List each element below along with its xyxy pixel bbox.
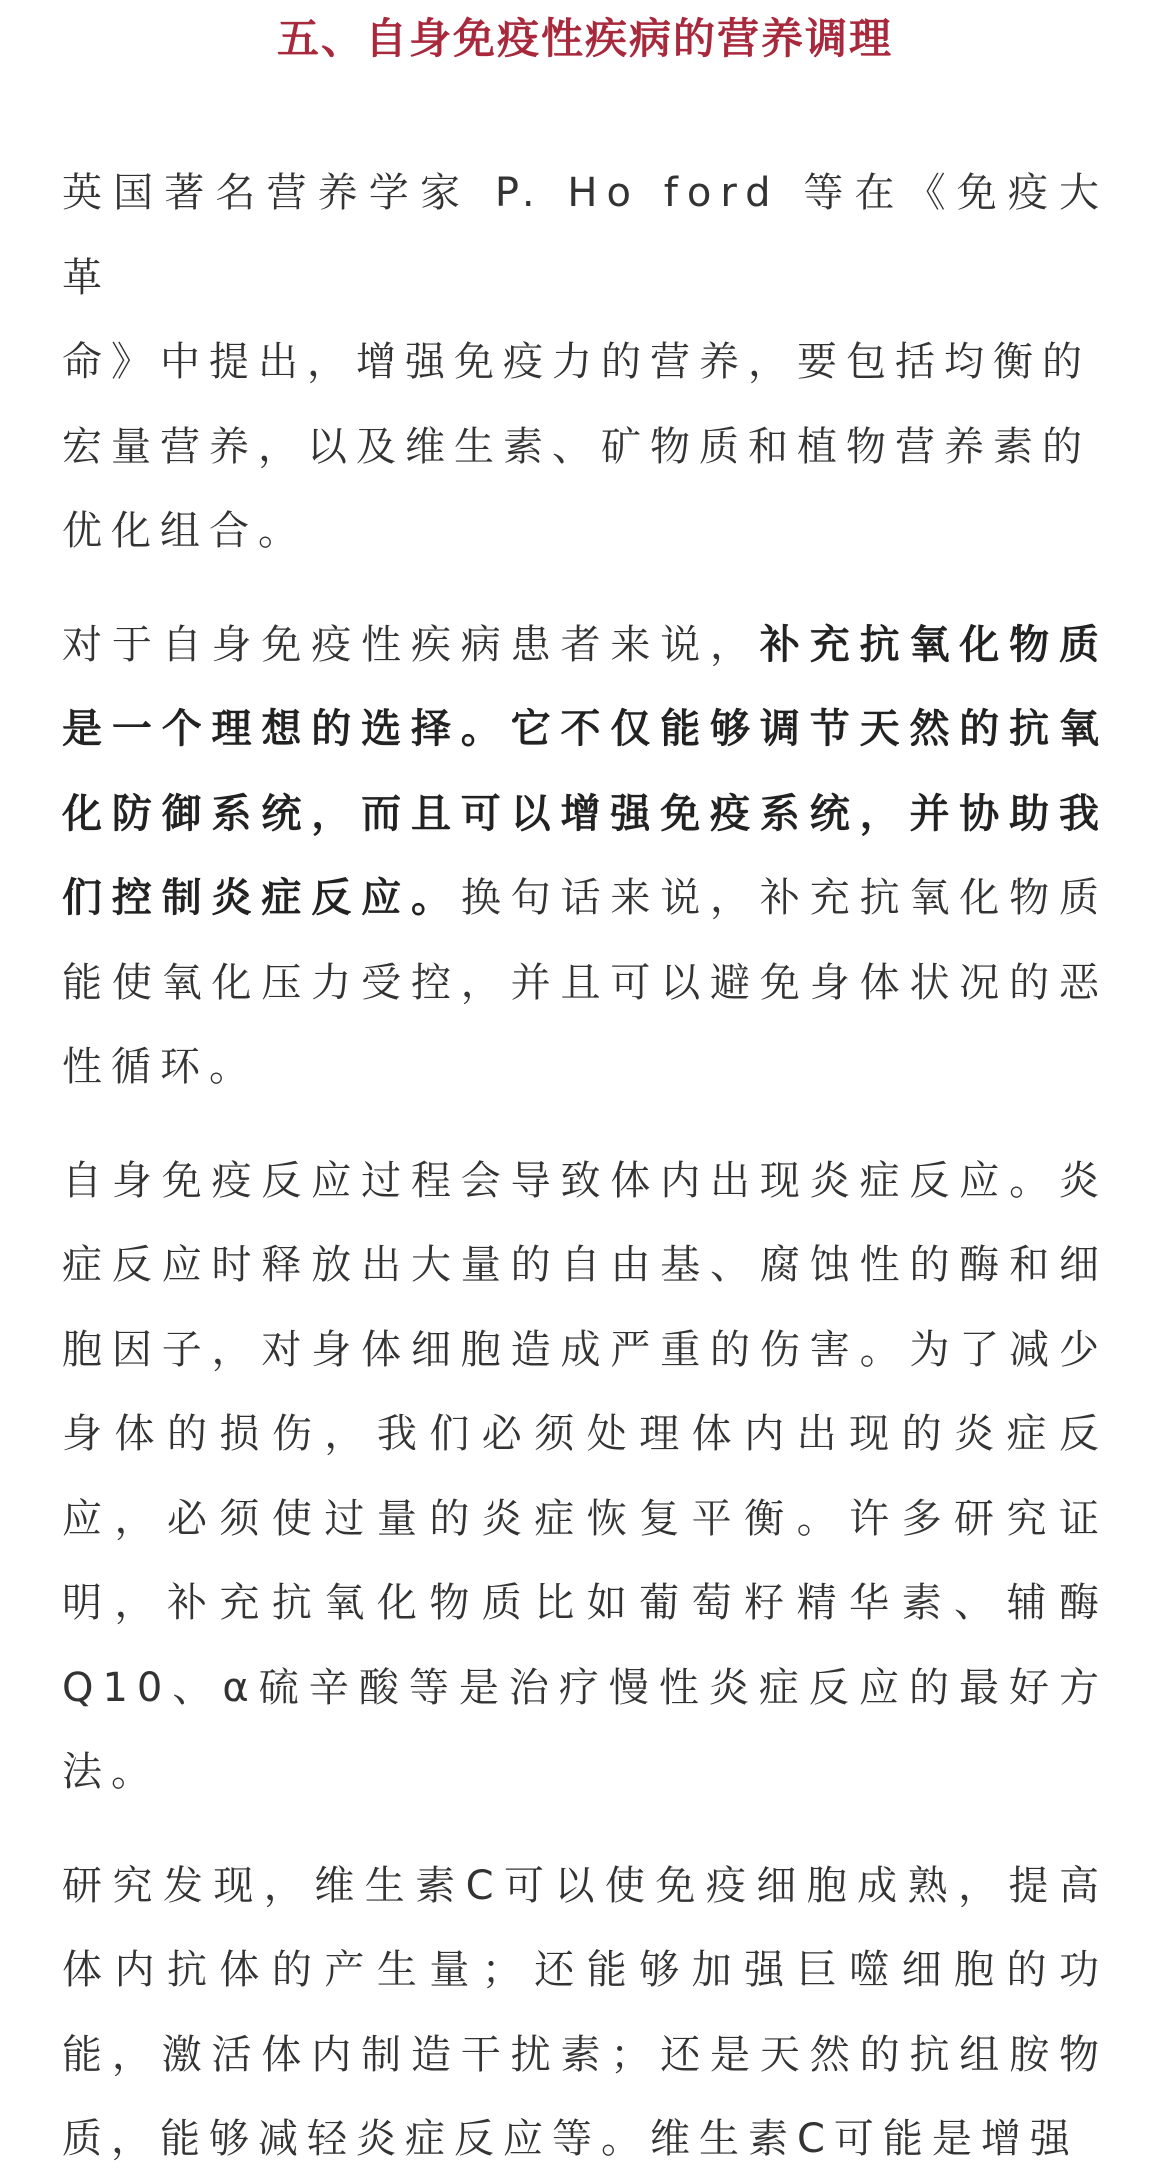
paragraph-emphasis: 补充抗氧化物质是一个理想的选择。它不仅能够调节天然的抗氧化防御系统，而且可以增强免疫系统，并协助我们控制炎症反应。 — [62, 621, 1109, 921]
paragraph-line: 命》中提出，增强免疫力的营养，要包括均衡的 — [62, 339, 1091, 385]
paragraph-inflammation: 自身免疫反应过程会导致体内出现炎症反应。炎症反应时释放出大量的自由基、腐蚀性的酶和细胞因子，对身体细胞造成严重的伤害。为了减少身体的损伤，我们必须处理体内出现的炎症反应，必须使过量的炎症恢复平衡。许多研究证明，补充抗氧化物质比如葡萄籽精华素、辅酶Q10、α硫辛酸等是治疗慢性炎症反应的最好方法。 — [62, 1157, 1108, 1795]
paragraph-antioxidants — [62, 603, 1108, 1110]
paragraph-line: 宏量营养，以及维生素、矿物质和植物营养素的 — [62, 423, 1091, 470]
paragraph-line: 英国著名营养学家 P. Ho ford 等在《免疫大革 — [62, 170, 1108, 301]
article — [62, 0, 1108, 2182]
section-title: 五、自身免疫性疾病的营养调理 — [276, 14, 893, 63]
paragraph-text: 对于自身免疫性疾病患者来说， — [62, 621, 760, 668]
paragraph-line: 优化组合。 — [62, 508, 307, 554]
paragraph-text: 换句话来说，补充抗氧化物质能使氧化压力受控，并且可以避免身体状况的恶性循环。 — [62, 875, 1109, 1090]
paragraph-nutrition-intro — [62, 151, 1108, 574]
paragraph-vitamin-c: 研究发现，维生素C可以使免疫细胞成熟，提高体内抗体的产生量；还能够加强巨噬细胞的功能，激活体内制造干扰素；还是天然的抗组胺物质，能够减轻炎症反应等。维生素C可能是增强 — [62, 1862, 1108, 2162]
